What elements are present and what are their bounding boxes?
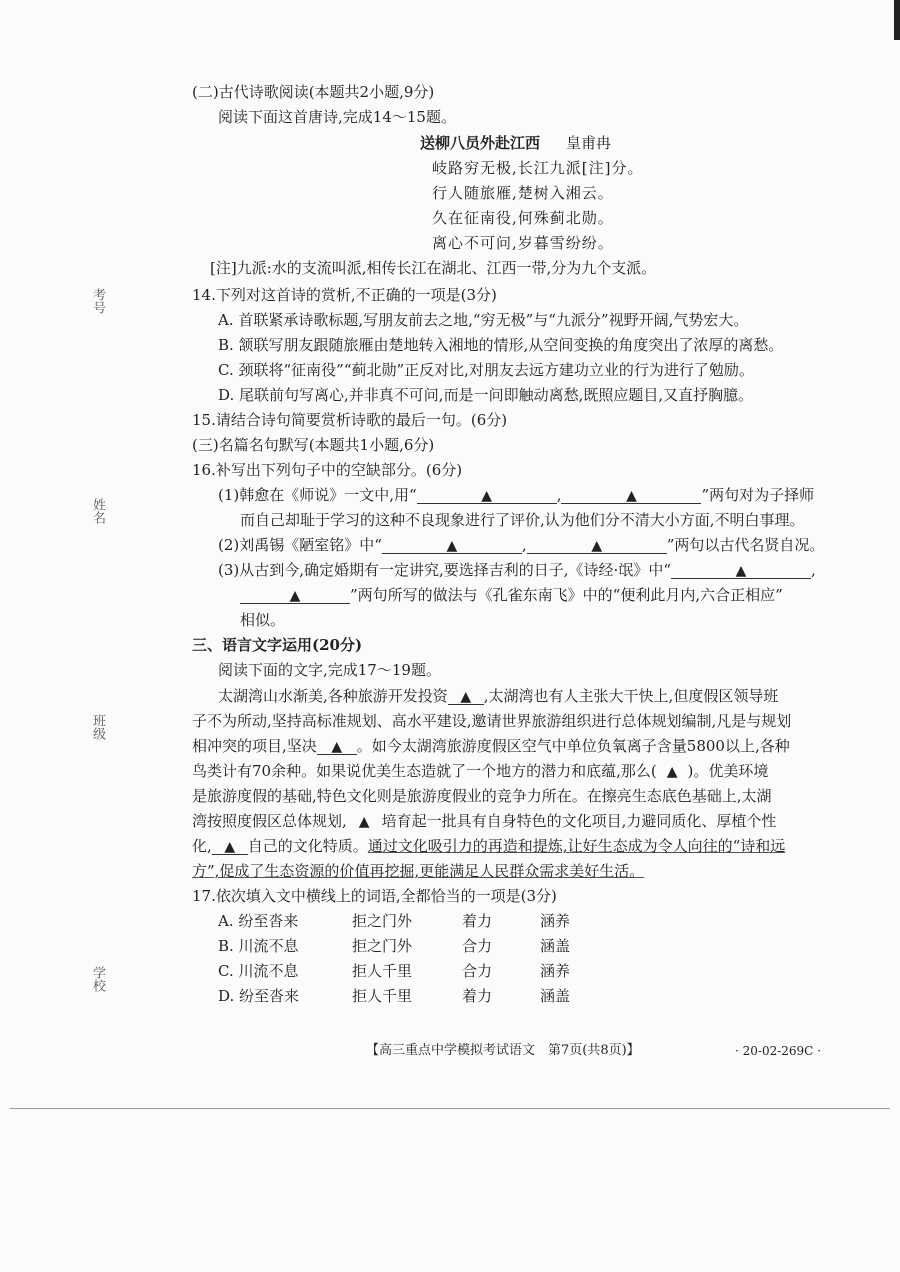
- passage-line-2: 子不为所动,坚持高标准规划、高水平建设,邀请世界旅游组织进行总体规划编制,凡是与规划: [192, 712, 792, 730]
- q16-item3-line2: ▲ ”两句所写的做法与《孔雀东南飞》中的“便利此月内,六合正相应”: [240, 585, 783, 605]
- poem-line-2: 行人随旅雁,楚树入湘云。: [432, 184, 614, 202]
- q17-stem: 17.依次填入文中横线上的词语,全都恰当的一项是(3分): [192, 887, 557, 905]
- passage-blank-1[interactable]: ▲: [448, 686, 484, 705]
- q16-item2: (2)刘禹锡《陋室铭》中“ ▲ , ▲ ”两句以古代名贤自况。: [218, 536, 825, 554]
- passage-blank-4[interactable]: ▲: [358, 814, 370, 830]
- q16-item1-suffix: ”两句对为子择师: [701, 486, 815, 504]
- margin-label-name: 姓名: [90, 498, 105, 524]
- q16-blank-3[interactable]: ▲: [382, 535, 522, 554]
- passage-blank-5[interactable]: ▲: [212, 836, 248, 855]
- margin-label-school: 学校: [90, 966, 105, 992]
- passage-line-3: 相冲突的项目,坚决 ▲ 。如今太湖湾旅游度假区空气中单位负氧离子含量5800以上,各种: [192, 737, 790, 755]
- poem-line-4: 离心不可问,岁暮雪纷纷。: [432, 234, 614, 252]
- q14-option-a[interactable]: A. 首联紧承诗歌标题,写朋友前去之地,“穷无极”与“九派分”视野开阔,气势宏大。: [218, 311, 749, 329]
- passage-blank-2[interactable]: ▲: [317, 736, 357, 755]
- margin-label-exam-id: 考号: [90, 288, 105, 314]
- q16-blank-4[interactable]: ▲: [527, 535, 667, 554]
- q14-stem: 14.下列对这首诗的赏析,不正确的一项是(3分): [192, 286, 497, 304]
- q14-option-b[interactable]: B. 颔联写朋友跟随旅雁由楚地转入湘地的情形,从空间变换的角度突出了浓厚的离愁。: [218, 336, 784, 354]
- corner-mark: [894, 0, 900, 40]
- q15-stem: 15.请结合诗句简要赏析诗歌的最后一句。(6分): [192, 411, 508, 429]
- q16-item3: (3)从古到今,确定婚期有一定讲究,要选择吉利的日子,《诗经·氓》中“ ▲ ,: [218, 561, 816, 579]
- scan-bottom-rule: [10, 1108, 890, 1109]
- poem-intro: 阅读下面这首唐诗,完成14～15题。: [218, 108, 456, 126]
- poem-line-3: 久在征南役,何殊蓟北勋。: [432, 209, 614, 227]
- poem-note: [注]九派:水的支流叫派,相传长江在湖北、江西一带,分为九个支派。: [210, 259, 657, 277]
- q16-item1-line2: 而自己却耻于学习的这种不良现象进行了评价,认为他们分不清大小方面,不明白事理。: [240, 511, 805, 529]
- q16-blank-6[interactable]: ▲: [240, 585, 350, 604]
- poem-author: 皇甫冉: [566, 134, 612, 152]
- passage-line-6: 湾按照度假区总体规划, ▲ 培育起一批具有自身特色的文化项目,力避同质化、厚植个性: [192, 812, 777, 830]
- poem-title: 送柳八员外赴江西: [420, 134, 541, 152]
- q14-option-c[interactable]: C. 颈联将“征南役”“蓟北勋”正反对比,对朋友去远方建功立业的行为进行了勉励。: [218, 361, 754, 379]
- q16-blank-2[interactable]: ▲: [561, 485, 701, 504]
- page-footer-code: · 20-02-269C ·: [735, 1044, 821, 1058]
- q16-blank-1[interactable]: ▲: [417, 485, 557, 504]
- q14-option-d[interactable]: D. 尾联前句写离心,并非真不可问,而是一问即触动离愁,既照应题目,又直抒胸臆。: [218, 386, 754, 404]
- passage-line-4: 鸟类计有70余种。如果说优美生态造就了一个地方的潜力和底蕴,那么( ▲ )。优美环境: [192, 762, 769, 780]
- part3-heading: 三、语言文字运用(20分): [192, 636, 363, 654]
- q16-stem: 16.补写出下列句子中的空缺部分。(6分): [192, 461, 463, 479]
- section3-heading: (三)名篇名句默写(本题共1小题,6分): [192, 436, 435, 454]
- q16-blank-5[interactable]: ▲: [671, 560, 811, 579]
- passage-line-1: 太湖湾山水渐美,各种旅游开发投资 ▲ ,太湖湾也有人主张大干快上,但度假区领导班: [218, 687, 779, 705]
- passage-line-7: 化, ▲ 自己的文化特质。通过文化吸引力的再造和提炼,让好生态成为令人向往的“诗和远: [192, 837, 786, 855]
- q16-item3-line3: 相似。: [240, 611, 286, 629]
- passage-line-8: 方”,促成了生态资源的价值再挖掘,更能满足人民群众需求美好生活。: [192, 862, 645, 880]
- passage-line-5: 是旅游度假的基础,特色文化则是旅游度假业的竞争力所在。在擦亮生态底色基础上,太湖: [192, 787, 772, 805]
- poem-line-1: 岐路穷无极,长江九派[注]分。: [432, 159, 644, 177]
- q16-item1-prefix: (1)韩愈在《师说》一文中,用“: [218, 486, 417, 504]
- page-footer-title: 【高三重点中学模拟考试语文 第7页(共8页)】: [366, 1043, 640, 1058]
- q16-item1: (1)韩愈在《师说》一文中,用“ ▲ , ▲ ”两句对为子择师: [218, 486, 815, 504]
- passage-blank-3[interactable]: ▲: [666, 764, 678, 780]
- reading-intro: 阅读下面的文字,完成17～19题。: [218, 661, 441, 679]
- section2-heading: (二)古代诗歌阅读(本题共2小题,9分): [192, 83, 435, 101]
- passage-underlined-sentence: 通过文化吸引力的再造和提炼,让好生态成为令人向往的“诗和远: [367, 837, 786, 855]
- margin-label-class: 班级: [90, 714, 105, 740]
